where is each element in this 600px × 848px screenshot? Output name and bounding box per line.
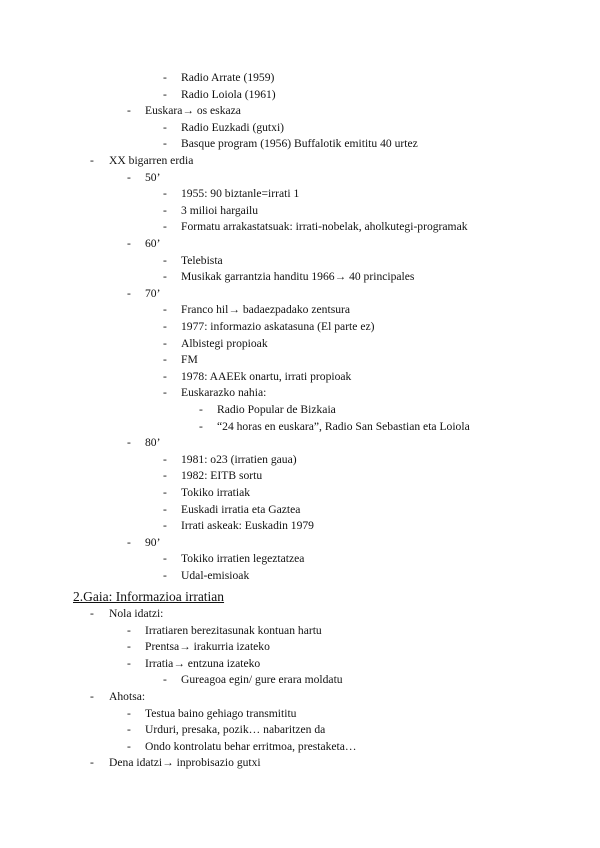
outline-item-text: Musikak garrantzia handitu 1966→ 40 principales [181,270,415,284]
outline-item-text: Albistegi propioak [181,336,268,350]
bullet-dash: - [163,369,167,383]
bullet-dash: - [163,519,167,533]
outline-item-text: 80’ [145,436,161,450]
outline-item-text: 1982: EITB sortu [181,469,263,483]
outline-item-text: Tokiko irratiak [181,486,251,499]
outline-item-text: 70’ [145,286,161,300]
outline-item-text: Radio Arrate (1959) [181,71,275,84]
bullet-dash: - [127,104,131,118]
outline-item-text: Ahotsa: [109,690,146,703]
bullet-dash: - [163,220,167,234]
outline-item-text: Franco hil→ badaezpadako zentsura [181,303,351,317]
bullet-dash: - [163,71,167,84]
bullet-dash: - [163,353,167,367]
bullet-dash: - [163,552,167,566]
outline-item-text: Dena idatzi→ inprobisazio gutxi [109,756,261,770]
bullet-dash: - [127,706,131,720]
bullet-dash: - [163,469,167,483]
bullet-dash: - [163,336,167,350]
outline-item-text: Gureagoa egin/ gure erara moldatu [181,673,343,687]
bullet-dash: - [127,170,131,184]
bullet-dash: - [90,607,94,620]
bullet-dash: - [163,452,167,466]
outline-item-text: Formatu arrakastatsuak: irrati-nobelak, aholkutegi-programak [181,220,468,234]
section-heading: 2.Gaia: Informazioa irratian [73,589,225,604]
bullet-dash: - [163,203,167,217]
outline-item-text: Ondo kontrolatu behar erritmoa, prestaketa… [145,739,357,753]
bullet-dash: - [127,436,131,450]
outline-item-text: Testua baino gehiago transmititu [145,706,297,720]
bullet-dash: - [163,502,167,516]
bullet-dash: - [163,120,167,134]
bullet-dash: - [163,320,167,333]
outline-item-text: 1978: AAEEk onartu, irrati propioak [181,369,352,383]
outline-item-text: Basque program (1956) Buffalotik emititu 40 urtez [181,137,418,151]
outline-item-text: Prentsa→ irakurria izateko [145,640,270,654]
outline-item-text: Tokiko irratien legeztatzea [181,552,305,566]
outline-item-text: Radio Euzkadi (gutxi) [181,120,285,134]
outline-item-text: 3 milioi hargailu [181,203,259,217]
bullet-dash: - [127,739,131,753]
bullet-dash: - [163,87,167,101]
bullet-dash: - [163,303,167,317]
bullet-dash: - [127,535,131,549]
outline-item-text: 1981: o23 (irratien gaua) [181,452,297,466]
bullet-dash: - [90,690,94,703]
outline-item-text: Telebista [181,253,223,267]
outline-item-text: Irrati askeak: Euskadin 1979 [181,519,314,533]
bullet-dash: - [163,270,167,284]
bullet-dash: - [163,187,167,201]
bullet-dash: - [127,623,131,637]
outline-item-text: Urduri, presaka, pozik… nabaritzen da [145,723,326,737]
bullet-dash: - [163,486,167,499]
outline-item-text: Radio Popular de Bizkaia [217,403,336,416]
outline-item-text: 50’ [145,170,161,184]
outline-item-text: Nola idatzi: [109,607,164,620]
bullet-dash: - [199,403,203,416]
bullet-dash: - [163,137,167,151]
outline-item-text: Euskara→ os eskaza [145,104,241,118]
outline-item-text: 60’ [145,237,161,250]
outline-item-text: “24 horas en euskara”, Radio San Sebastian eta Loiola [217,419,470,433]
bullet-dash: - [199,419,203,433]
bullet-dash: - [163,673,167,687]
outline-item-text: XX bigarren erdia [109,154,194,167]
outline-item-text: 1977: informazio askatasuna (El parte ez) [181,320,375,333]
bullet-dash: - [163,253,167,267]
outline-item-text: Udal-emisioak [181,569,250,582]
outline-item-text: Euskarazko nahia: [181,386,267,400]
outline-item-text: Irratia→ entzuna izateko [145,656,261,670]
outline-item-text: Radio Loiola (1961) [181,87,276,101]
bullet-dash: - [90,756,94,770]
bullet-dash: - [127,656,131,670]
bullet-dash: - [127,237,131,250]
outline-item-text: Euskadi irratia eta Gaztea [181,502,301,516]
outline-item-text: FM [181,353,198,367]
outline-item-text: 90’ [145,535,161,549]
bullet-dash: - [127,286,131,300]
bullet-dash: - [163,386,167,400]
bullet-dash: - [127,723,131,737]
bullet-dash: - [127,640,131,654]
outline-item-text: 1955: 90 biztanle=irrati 1 [181,187,300,201]
bullet-dash: - [163,569,167,582]
outline-item-text: Irratiaren berezitasunak kontuan hartu [145,623,322,637]
bullet-dash: - [90,154,94,167]
